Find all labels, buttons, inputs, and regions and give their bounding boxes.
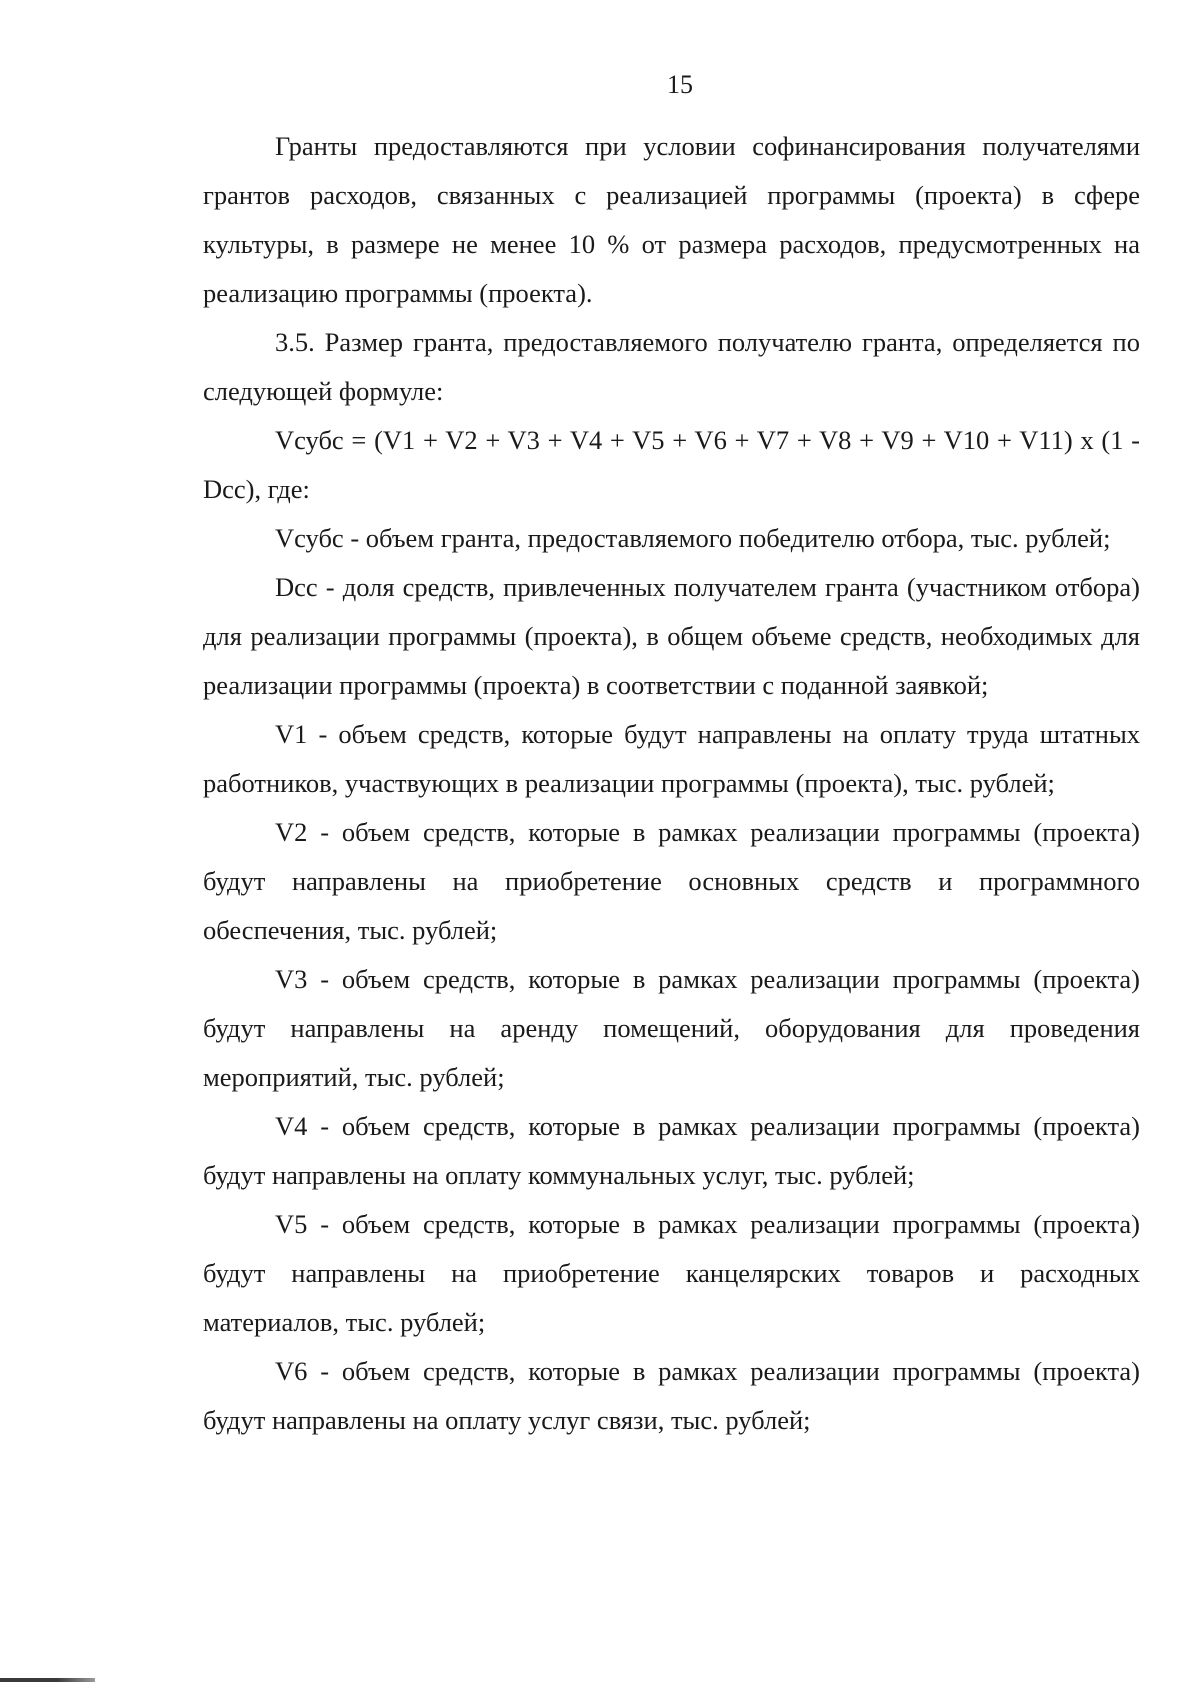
paragraph-def-v1: V1 - объем средств, которые будут направлены на оплату труда штатных работников, участвующих в реализации программы (проекта), тыс. рублей;: [203, 719, 1140, 798]
body-text: [203, 122, 1140, 1445]
page-number: 15: [667, 70, 693, 99]
paragraph-cofinancing: Гранты предоставляются при условии софинансирования получателями грантов расходов, связанных с реализацией программы (проекта) в сфере культуры, в размере не менее 10 % от размера расходов, предусмотренных на реализацию программы (проекта).: [203, 131, 1140, 308]
scan-edge-mark: [0, 1678, 95, 1682]
paragraph-formula: Vсубс = (V1 + V2 + V3 + V4 + V5 + V6 + V7 + V8 + V9 + V10 + V11) x (1 - Dcc), где:: [203, 425, 1140, 504]
paragraph-def-v6: V6 - объем средств, которые в рамках реализации программы (проекта) будут направлены на оплату услуг связи, тыс. рублей;: [203, 1356, 1140, 1435]
paragraph-def-v4: V4 - объем средств, которые в рамках реализации программы (проекта) будут направлены на оплату коммунальных услуг, тыс. рублей;: [203, 1111, 1140, 1190]
paragraph-def-v3: V3 - объем средств, которые в рамках реализации программы (проекта) будут направлены на аренду помещений, оборудования для проведения мероприятий, тыс. рублей;: [203, 964, 1140, 1092]
paragraph-def-dcc: Dcc - доля средств, привлеченных получателем гранта (участником отбора) для реализации программы (проекта), в общем объеме средств, необходимых для реализации программы (проекта) в соответствии с поданной заявкой;: [203, 572, 1140, 700]
paragraph-def-v2: V2 - объем средств, которые в рамках реализации программы (проекта) будут направлены на приобретение основных средств и программного обеспечения, тыс. рублей;: [203, 817, 1140, 945]
paragraph-def-v5: V5 - объем средств, которые в рамках реализации программы (проекта) будут направлены на приобретение канцелярских товаров и расходных материалов, тыс. рублей;: [203, 1209, 1140, 1337]
paragraph-grant-size: 3.5. Размер гранта, предоставляемого получателю гранта, определяется по следующей формуле:: [203, 327, 1140, 406]
paragraph-def-vsubs: Vсубс - объем гранта, предоставляемого победителю отбора, тыс. рублей;: [275, 523, 1111, 553]
